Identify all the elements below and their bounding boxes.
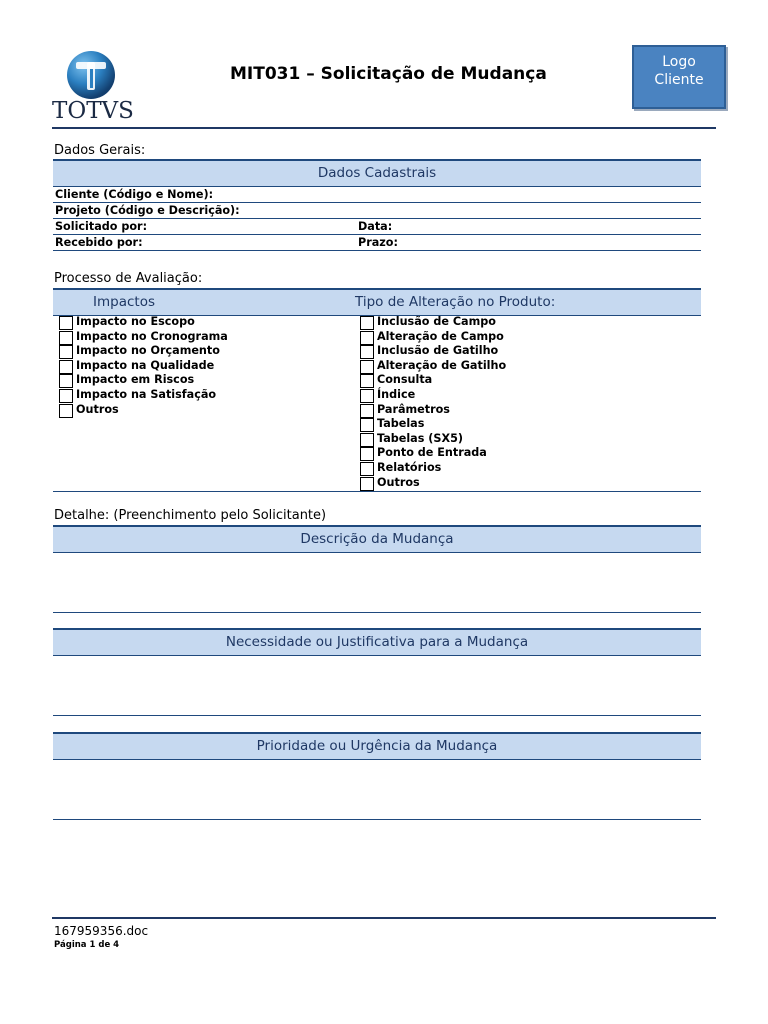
client-logo-line1: Logo [662, 54, 696, 70]
list-item[interactable]: Tabelas [360, 417, 506, 432]
checkbox[interactable] [360, 462, 374, 476]
table-row [53, 235, 701, 251]
client-logo-placeholder [632, 45, 726, 109]
justificativa-bar: Necessidade ou Justificativa para a Mudança [53, 628, 701, 656]
logo-text: TOTVS [52, 98, 134, 124]
dados-cadastrais-table [53, 187, 701, 251]
list-item[interactable]: Parâmetros [360, 403, 506, 418]
detalhe-label: Detalhe: (Preenchimento pelo Solicitante) [54, 508, 327, 523]
impactos-heading: Impactos [93, 294, 155, 310]
descricao-bar: Descrição da Mudança [53, 525, 701, 553]
list-item[interactable]: Índice [360, 388, 506, 403]
client-logo-line2: Cliente [654, 72, 704, 88]
list-item[interactable]: Alteração de Campo [360, 330, 506, 345]
list-item[interactable]: Inclusão de Gatilho [360, 344, 506, 359]
tipo-alteracao-heading: Tipo de Alteração no Produto: [355, 294, 556, 310]
avaliacao-label: Processo de Avaliação: [54, 271, 203, 286]
avaliacao-divider [53, 491, 701, 492]
list-item[interactable]: Outros [360, 476, 506, 491]
descricao-divider [53, 612, 701, 613]
totvs-logo [52, 46, 136, 126]
list-item[interactable]: Outros [59, 403, 228, 418]
checkbox[interactable] [360, 477, 374, 491]
checkbox[interactable] [59, 404, 73, 418]
list-item[interactable]: Inclusão de Campo [360, 315, 506, 330]
projeto-label: Projeto (Código e Descrição): [55, 204, 240, 217]
footer-divider [52, 917, 716, 919]
list-item[interactable]: Impacto no Orçamento [59, 344, 228, 359]
checkbox[interactable] [59, 360, 73, 374]
totvs-globe-icon [66, 50, 116, 100]
avaliacao-header-bar [53, 288, 701, 316]
footer-page-number: Página 1 de 4 [54, 940, 120, 950]
checkbox[interactable] [59, 389, 73, 403]
document-title: MIT031 – Solicitação de Mudança [230, 64, 547, 84]
tipos-list [360, 315, 506, 490]
list-item[interactable]: Impacto no Cronograma [59, 330, 228, 345]
checkbox[interactable] [360, 418, 374, 432]
dados-cadastrais-bar: Dados Cadastrais [53, 159, 701, 187]
recebido-label: Recebido por: [55, 236, 143, 249]
checkbox[interactable] [59, 345, 73, 359]
list-item[interactable]: Tabelas (SX5) [360, 432, 506, 447]
list-item[interactable]: Impacto na Qualidade [59, 359, 228, 374]
list-item[interactable]: Ponto de Entrada [360, 446, 506, 461]
checkbox[interactable] [360, 389, 374, 403]
list-item[interactable]: Impacto em Riscos [59, 373, 228, 388]
footer-filename: 167959356.doc [54, 924, 149, 938]
table-row [53, 187, 701, 203]
prazo-label: Prazo: [358, 236, 398, 249]
checkbox[interactable] [59, 316, 73, 330]
checkbox[interactable] [360, 316, 374, 330]
solicitado-label: Solicitado por: [55, 220, 148, 233]
prioridade-divider [53, 819, 701, 820]
checkbox[interactable] [360, 404, 374, 418]
cliente-label: Cliente (Código e Nome): [55, 188, 214, 201]
table-row [53, 203, 701, 219]
list-item[interactable]: Consulta [360, 373, 506, 388]
list-item[interactable]: Alteração de Gatilho [360, 359, 506, 374]
justificativa-divider [53, 715, 701, 716]
checkbox[interactable] [59, 331, 73, 345]
checkbox[interactable] [360, 433, 374, 447]
data-label: Data: [358, 220, 393, 233]
list-item[interactable]: Relatórios [360, 461, 506, 476]
dados-gerais-label: Dados Gerais: [54, 143, 146, 158]
checkbox[interactable] [360, 374, 374, 388]
impactos-list [59, 315, 228, 417]
checkbox[interactable] [360, 447, 374, 461]
checkbox[interactable] [360, 360, 374, 374]
prioridade-bar: Prioridade ou Urgência da Mudança [53, 732, 701, 760]
checkbox[interactable] [360, 345, 374, 359]
list-item[interactable]: Impacto na Satisfação [59, 388, 228, 403]
list-item[interactable]: Impacto no Escopo [59, 315, 228, 330]
table-row [53, 219, 701, 235]
header-divider [52, 127, 716, 129]
checkbox[interactable] [360, 331, 374, 345]
checkbox[interactable] [59, 374, 73, 388]
